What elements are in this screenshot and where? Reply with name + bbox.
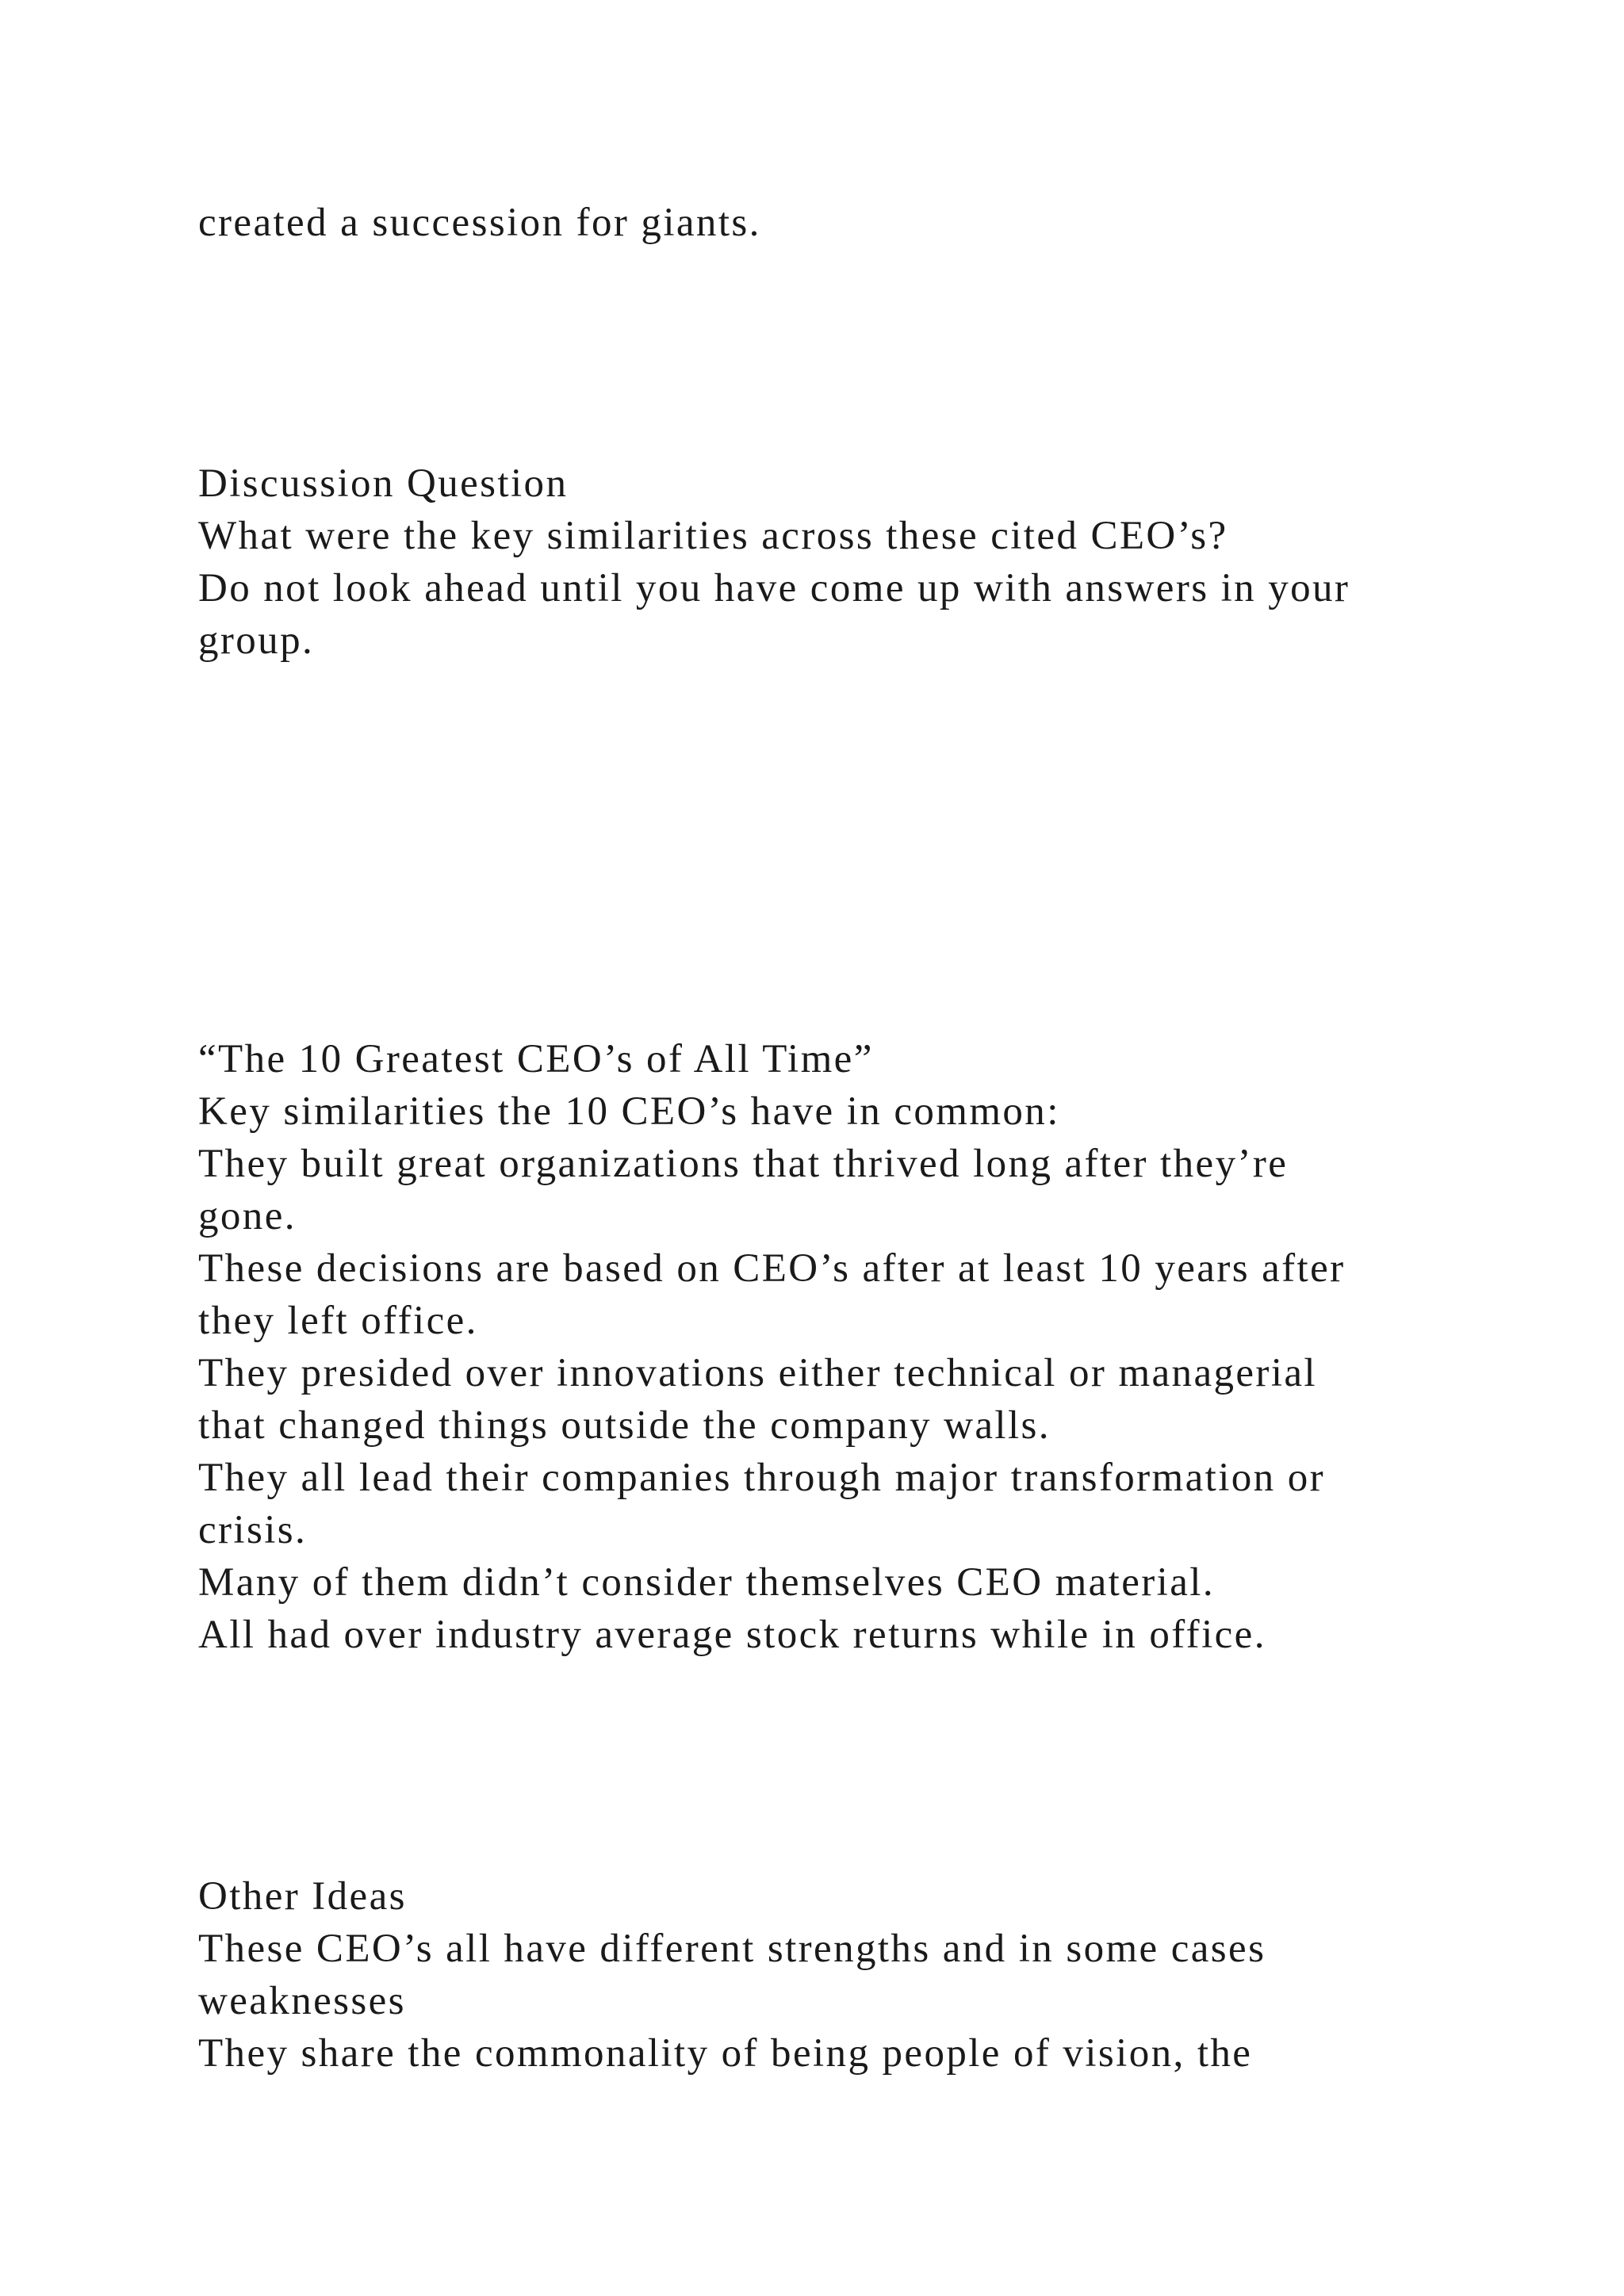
text-line: They share the commonality of being people of vision, the (198, 2031, 1253, 2076)
list-item: Many of them didn’t consider themselves CEO material. (198, 1560, 1215, 1605)
list-item: They built great organizations that thrived long after they’re (198, 1142, 1289, 1186)
text-line-instruction-cont: group. (198, 618, 315, 663)
list-item-continuation: crisis. (198, 1508, 308, 1552)
text-line-question: What were the key similarities across these cited CEO’s? (198, 514, 1228, 558)
list-item: They all lead their companies through major transformation or (198, 1456, 1326, 1500)
text-line-instruction: Do not look ahead until you have come up with answers in your (198, 566, 1350, 610)
section-heading-discussion-question: Discussion Question (198, 461, 569, 506)
list-item-continuation: that changed things outside the company walls. (198, 1403, 1051, 1448)
text-line-intro: created a succession for giants. (198, 201, 761, 245)
list-item: All had over industry average stock returns while in office. (198, 1613, 1266, 1657)
list-item: They presided over innovations either technical or managerial (198, 1351, 1317, 1395)
list-item-continuation: they left office. (198, 1299, 478, 1343)
text-line: These CEO’s all have different strengths and in some cases (198, 1927, 1266, 1971)
list-item: These decisions are based on CEO’s after at least 10 years after (198, 1246, 1346, 1291)
list-item-continuation: gone. (198, 1194, 297, 1238)
text-line-continuation: weaknesses (198, 1979, 406, 2023)
text-line-similarities-intro: Key similarities the 10 CEO’s have in common: (198, 1089, 1060, 1134)
section-heading-other-ideas: Other Ideas (198, 1874, 407, 1919)
section-heading-greatest-ceos: “The 10 Greatest CEO’s of All Time” (198, 1037, 874, 1081)
